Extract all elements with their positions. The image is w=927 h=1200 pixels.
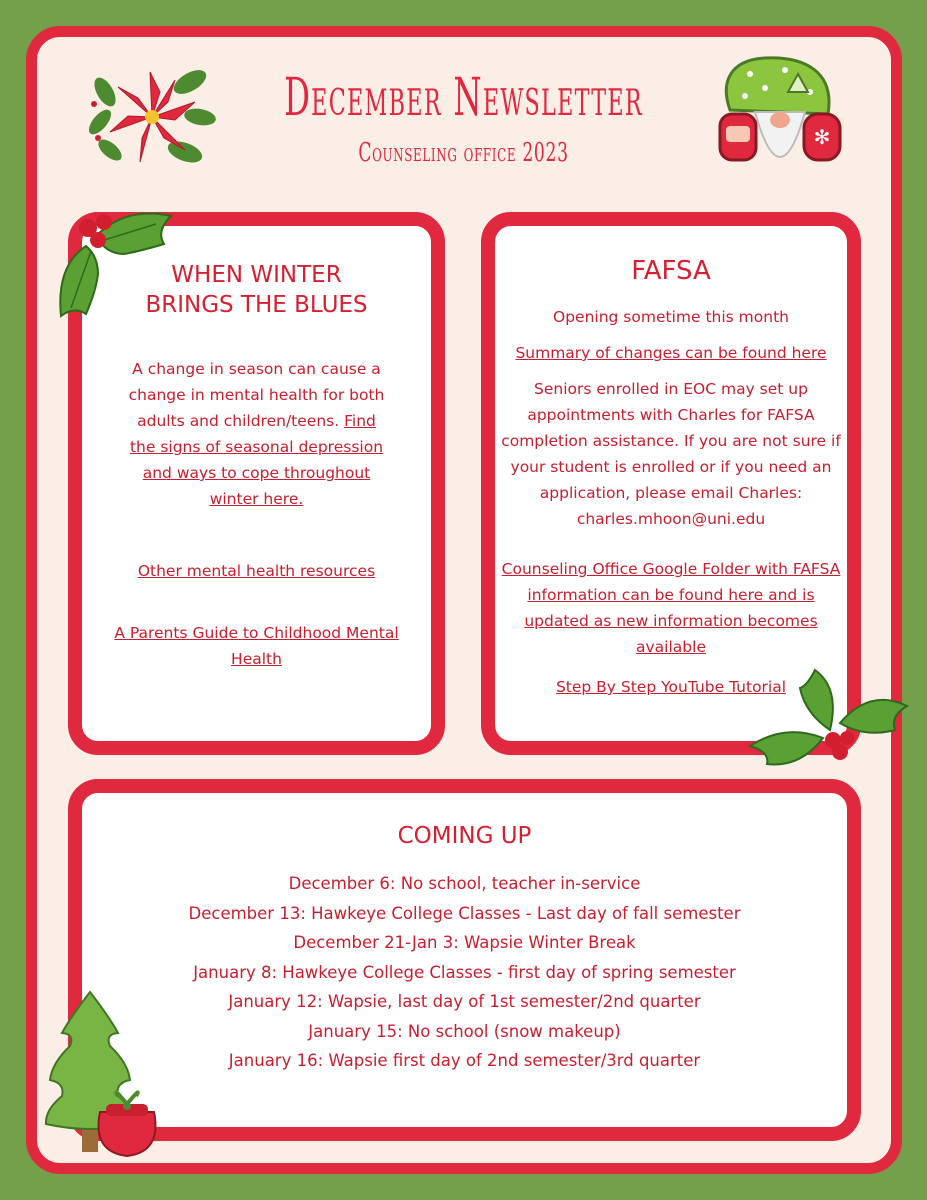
event-item: January 8: Hawkeye College Classes - first day of spring semester [193, 962, 736, 982]
holly-icon [745, 668, 910, 773]
events-list [82, 869, 847, 1076]
fafsa-heading: FAFSA [631, 256, 711, 286]
youtube-tutorial-link[interactable]: Step By Step YouTube Tutorial [555, 678, 787, 696]
winter-body-text: A change in season can cause a change in mental health for both adults and children/teens. [128, 360, 385, 430]
fafsa-body: Seniors enrolled in EOC may set up appointments with Charles for FAFSA completion assistance. If you are not sure if your student is enrolled or if you need an application, please email Charles: charles.mhoon@uni.edu [501, 380, 841, 528]
event-item: January 15: No school (snow makeup) [308, 1021, 621, 1041]
event-item: December 21-Jan 3: Wapsie Winter Break [293, 933, 636, 952]
event-item: December 13: Hawkeye College Classes - Last day of fall semester [188, 903, 741, 923]
event-item: January 12: Wapsie, last day of 1st semester/2nd quarter [228, 992, 701, 1011]
page-subtitle: Counseling office 2023 [358, 138, 569, 168]
holly-icon [46, 196, 181, 326]
parents-guide-link[interactable]: A Parents Guide to Childhood Mental Health [114, 624, 399, 668]
event-item: December 6: No school, teacher in-service [288, 874, 641, 893]
coming-up-heading: COMING UP [397, 823, 532, 849]
event-item: January 16: Wapsie first day of 2nd semester/3rd quarter [228, 1051, 701, 1070]
winter-card-body [124, 356, 389, 512]
fafsa-summary-link[interactable]: Summary of changes can be found here [515, 344, 827, 362]
seasonal-depression-link[interactable]: Find the signs of seasonal depression and ways to cope throughout winter here. [129, 412, 384, 508]
mental-health-resources-link[interactable]: Other mental health resources [137, 562, 376, 580]
fafsa-folder-link[interactable]: Counseling Office Google Folder with FAFSA information can be found here and is updated as new information becomes available [501, 560, 841, 656]
svg-text:✻: ✻ [813, 125, 831, 149]
coming-up-card [68, 779, 861, 1141]
gift-bag-icon [92, 1082, 162, 1160]
page-title: December Newsletter [284, 68, 643, 128]
winter-card-heading: WHEN WINTER BRINGS THE BLUES [145, 262, 368, 318]
fafsa-opening: Opening sometime this month [553, 308, 789, 326]
